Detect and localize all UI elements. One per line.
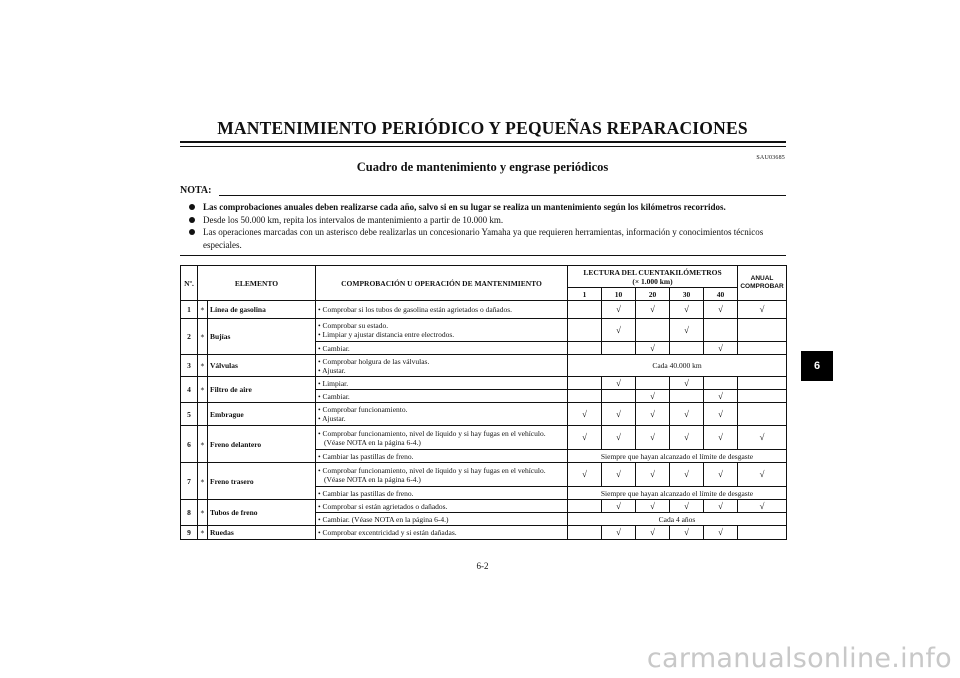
check-cell: √ [704,390,738,403]
check-cell: √ [704,301,738,319]
element-name: Filtro de aire [208,377,316,403]
row-number: 3 [181,355,198,377]
chapter-tab: 6 [801,351,833,381]
header-interval: 10 [602,288,636,301]
check-cell: √ [636,426,670,450]
check-cell: √ [568,403,602,426]
check-cell: √ [568,426,602,450]
header-annual [738,266,787,301]
element-name: Válvulas [208,355,316,377]
check-cell [568,377,602,390]
check-cell [636,377,670,390]
interval-span: Cada 40.000 km [568,355,787,377]
check-cell: √ [602,463,636,487]
notes-rule [180,255,786,256]
asterisk-icon: ∗ [198,526,208,540]
header-rule [180,141,786,147]
operation-text: • Cambiar las pastillas de freno. [316,450,568,463]
operation-text [316,403,568,426]
asterisk-icon: ∗ [198,463,208,500]
element-name: Línea de gasolina [208,301,316,319]
check-cell [738,342,787,355]
check-cell: √ [704,342,738,355]
operation-text [316,426,568,450]
element-name: Freno delantero [208,426,316,463]
header-interval: 1 [568,288,602,301]
nota-list [180,201,785,251]
table-row [181,403,787,426]
check-cell: √ [670,500,704,513]
check-cell: √ [636,463,670,487]
interval-span: Cada 4 años [568,513,787,526]
check-cell: √ [670,301,704,319]
check-cell: √ [670,403,704,426]
nota-item [180,201,785,214]
page-number: 6-2 [476,561,489,571]
check-cell [670,390,704,403]
operation-text: • Cambiar. [316,390,568,403]
maintenance-table [180,265,787,540]
check-cell: √ [738,426,787,450]
check-cell [602,342,636,355]
check-cell: √ [670,463,704,487]
interval-span: Siempre que hayan alcanzado el límite de desgaste [568,487,787,500]
table-row [181,426,787,450]
operation-text [316,463,568,487]
nota-item-text: Las comprobaciones anuales deben realizarse cada año, salvo si en su lugar se realiza un mantenimiento según los kilómetros recorridos. [203,202,726,212]
check-cell: √ [670,377,704,390]
check-cell [636,319,670,342]
header-interval: 30 [670,288,704,301]
operation-text: • Comprobar si están agrietados o dañados. [316,500,568,513]
check-cell: √ [704,500,738,513]
element-name: Ruedas [208,526,316,540]
check-cell [568,500,602,513]
check-cell [568,319,602,342]
operation-line: • Comprobar holgura de las válvulas. [318,356,430,366]
header-odometer-line2: (× 1.000 km) [632,276,673,286]
operation-text: • Cambiar. [316,342,568,355]
interval-span: Siempre que hayan alcanzado el límite de desgaste [568,450,787,463]
table-row [181,355,787,377]
row-number: 8 [181,500,198,526]
check-cell: √ [738,301,787,319]
header-num: Nº. [181,266,198,301]
header-annual-line1: ANUAL [750,275,774,282]
check-cell [568,301,602,319]
check-cell: √ [704,463,738,487]
check-cell [568,390,602,403]
check-cell [738,390,787,403]
element-name: Tubos de freno [208,500,316,526]
header-operation: COMPROBACIÓN U OPERACIÓN DE MANTENIMIENTO [316,266,568,301]
operation-line: • Limpiar y ajustar distancia entre electrodos. [318,330,455,339]
operation-line: • Ajustar. [318,365,346,375]
row-number: 5 [181,403,198,426]
check-cell [738,526,787,540]
header-annual-line2: COMPROBAR [740,283,784,290]
check-cell [738,403,787,426]
row-number: 4 [181,377,198,403]
header-element: ELEMENTO [198,266,316,301]
operation-line: • Comprobar su estado. [318,321,389,330]
check-cell: √ [636,390,670,403]
table-row [181,463,787,487]
watermark: carmanualsonline.info [646,643,952,674]
check-cell [704,319,738,342]
check-cell: √ [670,426,704,450]
check-cell: √ [636,403,670,426]
document-code: SAU03685 [756,155,785,161]
operation-line: • Comprobar funcionamiento, nivel de líquido y si hay fugas en el vehículo. (Véase NOTA en la página 6-4.) [318,465,546,484]
section-title: Cuadro de mantenimiento y engrase periódicos [356,160,609,174]
check-cell: √ [738,500,787,513]
operation-text [316,355,568,377]
check-cell [568,342,602,355]
row-number: 2 [181,319,198,355]
check-cell: √ [602,377,636,390]
table-row [181,301,787,319]
bullet-icon [189,217,195,223]
check-cell: √ [738,463,787,487]
check-cell: √ [602,319,636,342]
operation-text [316,319,568,342]
header-interval: 20 [636,288,670,301]
check-cell: √ [602,301,636,319]
nota-item [180,226,785,251]
check-cell [670,342,704,355]
check-cell: √ [704,403,738,426]
nota-rule [219,195,786,196]
header-odometer [568,266,738,288]
element-name: Bujías [208,319,316,355]
row-number: 9 [181,526,198,540]
operation-line: • Comprobar funcionamiento, nivel de líquido y si hay fugas en el vehículo. (Véase NOTA en la página 6-4.) [318,428,546,447]
asterisk-icon: ∗ [198,319,208,355]
table-row [181,377,787,390]
check-cell: √ [636,301,670,319]
asterisk-icon: ∗ [198,426,208,463]
row-number: 7 [181,463,198,500]
nota-label: NOTA: [180,185,212,196]
operation-text: • Comprobar excentricidad y si están dañadas. [316,526,568,540]
asterisk-icon: ∗ [198,355,208,377]
check-cell [704,377,738,390]
element-name: Embrague [208,403,316,426]
check-cell: √ [704,526,738,540]
operation-text: • Limpiar. [316,377,568,390]
operation-line: • Comprobar funcionamiento. [318,405,408,414]
asterisk-icon: ∗ [198,377,208,403]
check-cell: √ [670,319,704,342]
operation-line: • Ajustar. [318,414,346,423]
operation-text: • Comprobar si los tubos de gasolina están agrietados o dañados. [316,301,568,319]
check-cell: √ [636,526,670,540]
page-title: MANTENIMIENTO PERIÓDICO Y PEQUEÑAS REPARACIONES [217,118,748,138]
check-cell: √ [636,500,670,513]
asterisk-icon [198,403,208,426]
table-row [181,526,787,540]
nota-item-text: Las operaciones marcadas con un asterisco debe realizarlas un concesionario Yamaha ya que requieren herramientas, información y conocimientos técnicos especiales. [203,227,764,250]
operation-text: • Cambiar las pastillas de freno. [316,487,568,500]
bullet-icon [189,229,195,235]
check-cell: √ [670,526,704,540]
asterisk-icon: ∗ [198,500,208,526]
check-cell: √ [636,342,670,355]
table-row [181,500,787,513]
row-number: 6 [181,426,198,463]
check-cell [602,390,636,403]
element-name: Freno trasero [208,463,316,500]
operation-text: • Cambiar. (Véase NOTA en la página 6-4.) [316,513,568,526]
check-cell: √ [602,526,636,540]
check-cell: √ [602,426,636,450]
check-cell [738,377,787,390]
table-row [181,319,787,342]
check-cell: √ [704,426,738,450]
asterisk-icon: ∗ [198,301,208,319]
page-header [180,118,785,139]
check-cell: √ [568,463,602,487]
check-cell: √ [602,403,636,426]
bullet-icon [189,204,195,210]
nota-item [180,214,785,227]
header-interval: 40 [704,288,738,301]
check-cell [738,319,787,342]
check-cell [568,526,602,540]
nota-item-text: Desde los 50.000 km, repita los intervalos de mantenimiento a partir de 10.000 km. [203,214,504,225]
row-number: 1 [181,301,198,319]
header-odometer-line1: LECTURA DEL CUENTAKILÓMETROS [583,267,722,277]
check-cell: √ [602,500,636,513]
